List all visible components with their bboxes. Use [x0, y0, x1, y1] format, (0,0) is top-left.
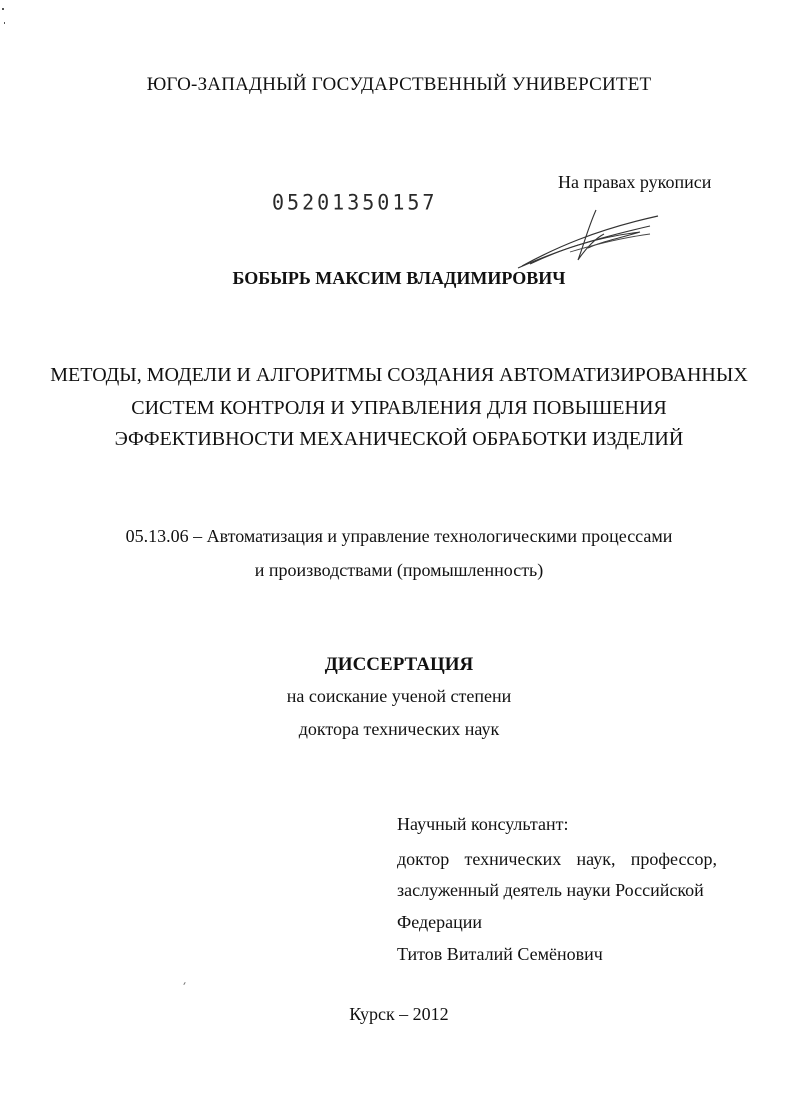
- manuscript-rights-note: На правах рукописи: [558, 172, 712, 192]
- consultant-name: Титов Виталий Семёнович: [397, 944, 603, 964]
- consultant-degree-word: технических: [464, 849, 562, 869]
- author-name: БОБЫРЬ МАКСИМ ВЛАДИМИРОВИЧ: [232, 268, 566, 288]
- consultant-degree-word: наук,: [576, 849, 616, 869]
- dissertation-title-line: ЭФФЕКТИВНОСТИ МЕХАНИЧЕСКОЙ ОБРАБОТКИ ИЗДЕЛИЙ: [114, 428, 684, 450]
- specialty-line: и производствами (промышленность): [254, 560, 544, 580]
- dissertation-title-line: МЕТОДЫ, МОДЕЛИ И АЛГОРИТМЫ СОЗДАНИЯ АВТОМАТИЗИРОВАННЫХ: [50, 364, 748, 386]
- registration-number: 05201350157: [272, 189, 438, 215]
- consultant-degree-line: [397, 849, 717, 870]
- degree-line: на соискание ученой степени: [286, 686, 512, 706]
- consultant-degree-word: доктор: [397, 849, 450, 869]
- scan-speck: [4, 22, 5, 24]
- consultant-title-line: заслуженный деятель науки Российской: [397, 880, 704, 900]
- consultant-title-line: Федерации: [397, 912, 483, 932]
- university-name: ЮГО-ЗАПАДНЫЙ ГОСУДАРСТВЕННЫЙ УНИВЕРСИТЕТ: [146, 74, 652, 95]
- city-year: Курск – 2012: [349, 1004, 449, 1024]
- scan-speck: [2, 8, 4, 10]
- scan-speck: [183, 982, 185, 985]
- consultant-degree-word: профессор,: [630, 849, 717, 869]
- dissertation-title-line: СИСТЕМ КОНТРОЛЯ И УПРАВЛЕНИЯ ДЛЯ ПОВЫШЕНИЯ: [131, 397, 667, 419]
- degree-line: доктора технических наук: [298, 719, 500, 739]
- specialty-line: 05.13.06 – Автоматизация и управление технологическими процессами: [125, 526, 673, 546]
- consultant-heading: Научный консультант:: [397, 814, 569, 834]
- document-type: ДИССЕРТАЦИЯ: [324, 654, 474, 675]
